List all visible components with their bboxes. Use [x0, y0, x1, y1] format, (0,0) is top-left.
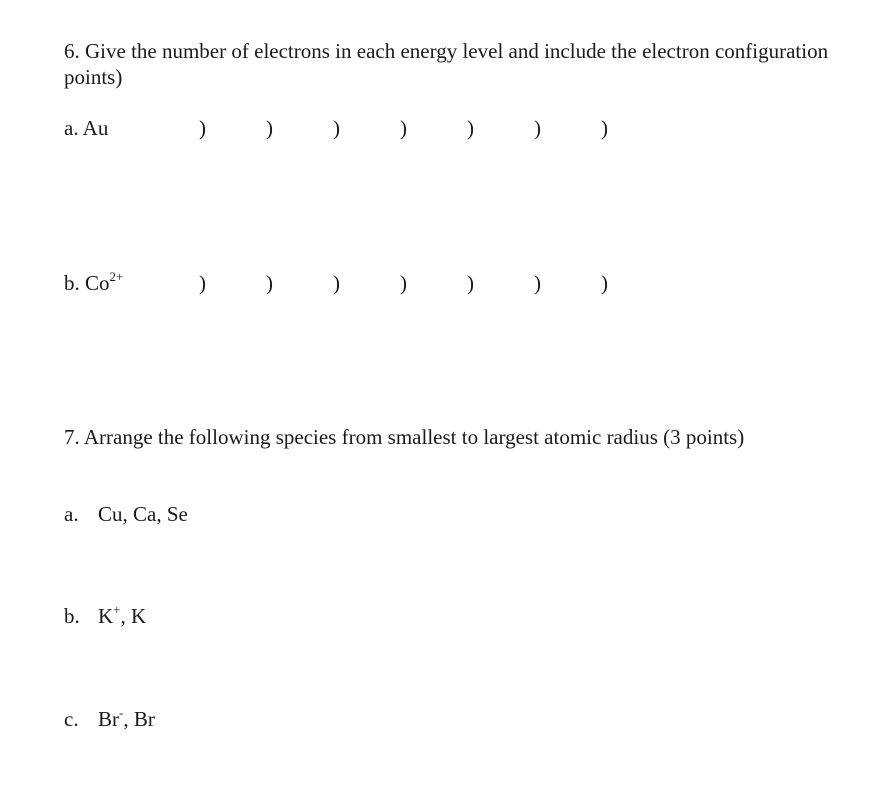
item-marker: c. [64, 707, 79, 731]
ion-charge: 2+ [109, 269, 124, 284]
energy-level-paren: ) [266, 116, 273, 140]
energy-level-paren: ) [333, 116, 340, 140]
species-list: Cu, Ca, Se [98, 502, 188, 526]
energy-level-paren: ) [199, 116, 206, 140]
energy-level-paren: ) [601, 271, 608, 295]
question-6-item-b [64, 269, 684, 299]
question-6-text-continued: points) [64, 65, 123, 89]
energy-level-paren: ) [199, 271, 206, 295]
question-6-item-a [64, 118, 684, 144]
species-ion: K [98, 604, 114, 628]
species-list: , Br [123, 707, 155, 731]
energy-level-paren: ) [601, 116, 608, 140]
question-7-item-a [64, 504, 188, 525]
species-list: , K [120, 604, 147, 628]
energy-level-paren: ) [534, 271, 541, 295]
species-ion: Br [98, 707, 119, 731]
question-6-text: 6. Give the number of electrons in each energy level and include the electron configuration [64, 39, 829, 63]
item-label: b. $Co^{2+}$ [64, 269, 124, 295]
energy-level-paren: ) [467, 116, 474, 140]
ion-charge: + [113, 602, 121, 617]
energy-level-paren: ) [400, 271, 407, 295]
energy-level-paren: ) [467, 271, 474, 295]
energy-level-paren: ) [400, 116, 407, 140]
question-7-item-b [64, 602, 147, 628]
item-label: a. Au [64, 116, 109, 140]
question-7-text: 7. Arrange the following species from smallest to largest atomic radius (3 points) [64, 425, 745, 449]
energy-level-paren: ) [534, 116, 541, 140]
ion-charge: - [119, 705, 124, 720]
item-marker: a. [64, 502, 79, 526]
question-7-item-c [64, 705, 155, 731]
item-marker: b. [64, 604, 80, 628]
energy-level-paren: ) [333, 271, 340, 295]
energy-level-paren: ) [266, 271, 273, 295]
